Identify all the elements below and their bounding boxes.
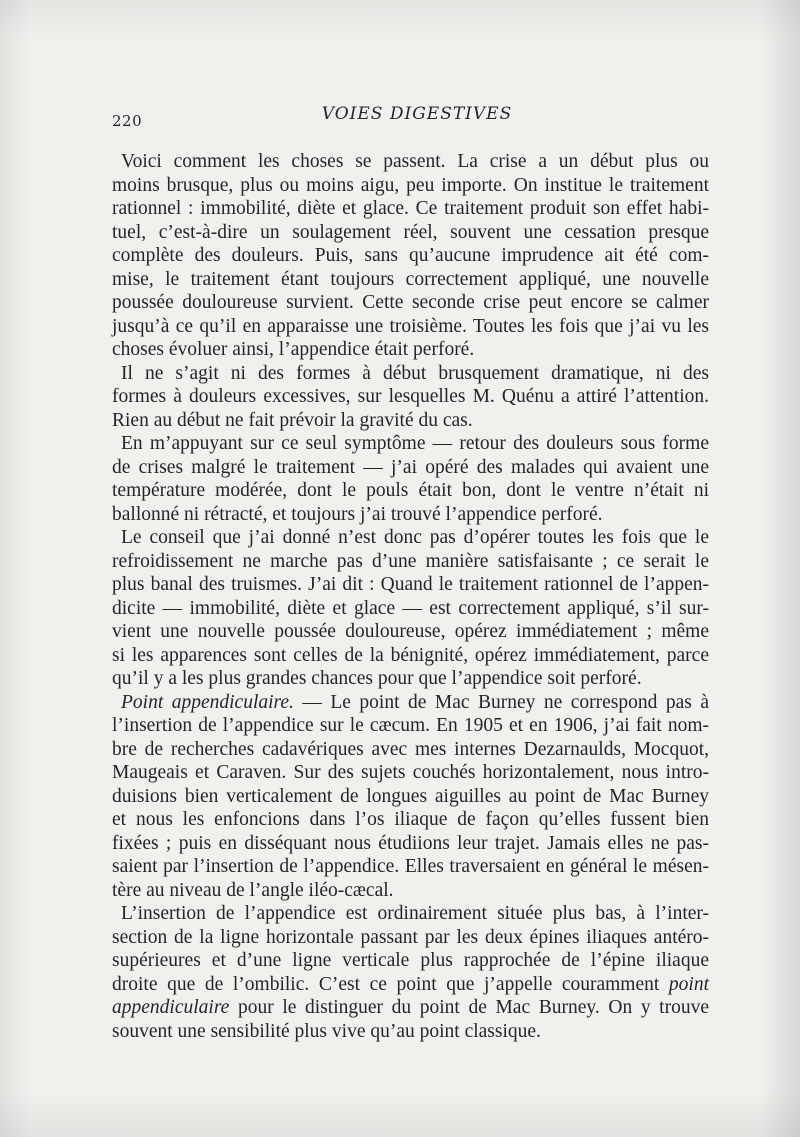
- text-line: L’insertion de l’appendice est ordinairement située plus bas, à l’inter-: [121, 903, 709, 924]
- text-line: [112, 691, 709, 715]
- text-line: Le conseil que j’ai donné n’est donc pas d’opérer toutes les fois que le: [121, 527, 709, 548]
- text-line: tère au niveau de l’angle iléo-cæcal.: [112, 879, 394, 901]
- text-line: tuel, c’est-à-dire un soulagement réel, souvent une cessation presque: [112, 221, 709, 243]
- text-line: En m’appuyant sur ce seul symptôme — retour des douleurs sous forme: [121, 433, 709, 454]
- text-line: de crises malgré le traitement — j’ai opéré des malades qui avaient une: [112, 456, 709, 478]
- text-fragment: — Le point de Mac Burney ne correspond pas à: [293, 691, 709, 713]
- text-line: saient par l’insertion de l’appendice. Elles traversaient en général le mésen-: [112, 856, 709, 877]
- text-line: bre de recherches cadavériques avec mes internes Dezarnaulds, Mocquot,: [112, 738, 709, 760]
- text-line: qu’il y a les plus grandes chances pour que l’appendice soit perforé.: [112, 668, 642, 689]
- text-line: [112, 973, 709, 997]
- text-line: si les apparences sont celles de la bénignité, opérez immédiatement, parce: [112, 644, 709, 666]
- text-line: Rien au début ne fait prévoir la gravité du cas.: [112, 409, 473, 431]
- text-line: dicite — immobilité, diète et glace — est correctement appliqué, s’il sur-: [112, 597, 709, 619]
- text-line: complète des douleurs. Puis, sans qu’aucune imprudence ait été com-: [112, 245, 709, 266]
- text-line: rationnel : immobilité, diète et glace. Ce traitement produit son effet habi-: [112, 198, 709, 219]
- text-line: refroidissement ne marche pas d’une manière satisfaisante ; ce serait le: [112, 550, 709, 572]
- text-line: et nous les enfoncions dans l’os iliaque de façon qu’elles fussent bien: [112, 809, 709, 830]
- paragraph: [112, 150, 709, 362]
- paragraph: [112, 432, 709, 526]
- text-line: choses évoluer ainsi, l’appendice était perforé.: [112, 339, 475, 360]
- text-line: section de la ligne horizontale passant par les deux épines iliaques antéro-: [112, 926, 709, 948]
- running-head: VOIES DIGESTIVES: [321, 104, 513, 124]
- text-line: Voici comment les choses se passent. La crise a un début plus ou: [121, 151, 709, 172]
- text-line: Maugeais et Caraven. Sur des sujets couchés horizontalement, nous intro-: [112, 762, 709, 783]
- text-line: jusqu’à ce qu’il en apparaisse une troisième. Toutes les fois que j’ai vu les: [112, 315, 709, 337]
- text-line: mise, le traitement étant toujours correctement appliqué, une nouvelle: [112, 268, 709, 290]
- text-line: duisions bien verticalement de longues aiguilles au point de Mac Burney: [112, 785, 709, 807]
- text-line: Il ne s’agit ni des formes à début brusquement dramatique, ni des: [121, 362, 709, 384]
- text-line: plus banal des truismes. J’ai dit : Quand le traitement rationnel de l’appen-: [112, 574, 709, 595]
- text-line: [112, 996, 709, 1020]
- text-line: vient une nouvelle poussée douloureuse, opérez immédiatement ; même: [112, 621, 709, 642]
- text-line: l’insertion de l’appendice sur le cæcum. En 1905 et en 1906, j’ai fait nom-: [112, 715, 709, 736]
- section-heading-italic: Point appendiculaire.: [121, 691, 294, 713]
- text-line: souvent une sensibilité plus vive qu’au point classique.: [112, 1020, 541, 1042]
- paragraph: [112, 526, 709, 691]
- text-line: température modérée, dont le pouls était bon, dont le ventre n’était ni: [112, 480, 709, 501]
- paragraph: [112, 902, 709, 1043]
- text-line: supérieures et d’une ligne verticale plus rapprochée de l’épine iliaque: [112, 950, 709, 971]
- text-fragment: pour le distinguer du point de Mac Burney. On y trouve: [229, 997, 709, 1018]
- text-line: ballonné ni rétracté, et toujours j’ai trouvé l’appendice perforé.: [112, 503, 603, 525]
- text-fragment: droite que de l’ombilic. C’est ce point que j’appelle couramment: [112, 973, 660, 995]
- page-number: 220: [112, 112, 143, 130]
- paragraph: [112, 691, 709, 903]
- body-text: [112, 150, 709, 1043]
- italic-term: appendiculaire: [112, 997, 230, 1018]
- text-line: moins brusque, plus ou moins aigu, peu importe. On institue le traitement: [112, 174, 709, 196]
- text-line: formes à douleurs excessives, sur lesquelles M. Quénu a attiré l’attention.: [112, 386, 709, 407]
- paragraph: [112, 362, 709, 433]
- text-line: fixées ; puis en disséquant nous étudiions leur trajet. Jamais elles ne pas-: [112, 832, 709, 854]
- text-line: poussée douloureuse survient. Cette seconde crise peut encore se calmer: [112, 292, 709, 313]
- italic-term: point: [668, 973, 710, 995]
- page-header: [112, 104, 712, 130]
